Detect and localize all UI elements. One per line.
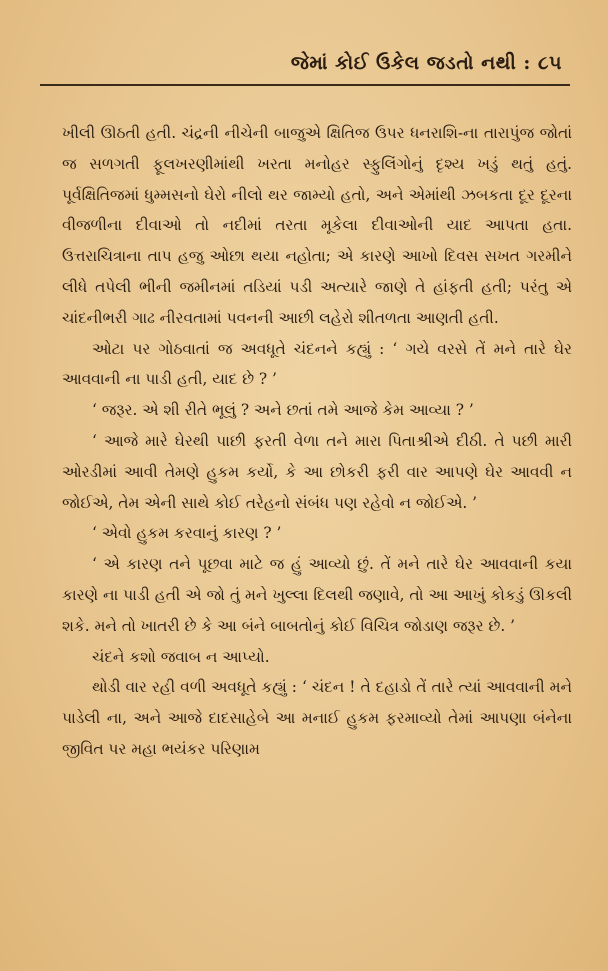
header-rule <box>40 84 570 86</box>
page-body <box>62 118 572 765</box>
paragraph: થોડી વાર રહી વળી અવધૂતે કહ્યું : ‘ ચંદન ! તે દહાડો તેં તારે ત્યાં આવવાની મને પાડેલી ના, અને આજે દાદસાહેબે આ મનાઈ હુકમ ફરમાવ્યો તેમાં આપણા બંનેના જીવિત પર મહા ભયંકર પરિણામ <box>62 678 572 758</box>
paragraph: ‘ એ કારણ તને પૂછવા માટે જ હું આવ્યો છું. તેં મને તારે ઘેર આવવાની કયા કારણે ના પાડી હતી એ જો તું મને ખુલ્લા દિલથી જણાવે, તો આ આખું કોકડું ઊકલી શકે. મને તો ખાતરી છે કે આ બંને બાબતોનું કોઈ વિચિત્ર જોડાણ જરૂર છે. ’ <box>62 555 572 635</box>
paragraph: ‘ આજે મારે ઘેરથી પાછી ફરતી વેળા તને મારા પિતાશ્રીએ દીઠી. તે પછી મારી ઓરડીમાં આવી તેમણે હુકમ કર્યો, કે આ છોકરી ફરી વાર આપણે ઘેર આવવી ન જોઈએ, તેમ એની સાથે કોઈ તરેહનો સંબંધ પણ રહેવો ન જોઈએ. ’ <box>62 431 572 512</box>
paragraph: ‘ જરૂર. એ શી રીતે ભૂલું ? અને છતાં તમે આજે કેમ આવ્યા ? ’ <box>92 401 474 420</box>
paragraph: ખીલી ઊઠતી હતી. ચંદ્રની નીચેની બાજુએ ક્ષિતિજ ઉપર ધનરાશિ-ના તારાપુંજ જોતાં જ સળગતી ફૂલખરણીમાંથી ખરતા મનોહર સ્ફુલિંગોનું દૃશ્ય ખડું થતું હતું. પૂર્વક્ષિતિજમાં ધુમ્મસનો ઘેરો નીલો થર જામ્યો હતો, અને એમાંથી ઝબકતા દૂર દૂરના વીજળીના દીવાઓ તો નદીમાં તરતા મૂકેલા દીવાઓની યાદ આપતા હતા. ઉત્તરાચિત્રાના તાપ હજુ ઓછા થયા નહોતા; એ કારણે આખો દિવસ સખત ગરમીને લીધે તપેલી ભીની જમીનમાં તડિયાં પડી અત્યારે જાણે તે હાંફતી હતી; પરંતુ એ ચાંદનીભરી ગાઢ નીરવતામાં પવનની આછી લહેરો શીતળતા આણતી હતી. <box>62 124 572 327</box>
paragraph: ચંદને કશો જવાબ ન આપ્યો. <box>92 647 270 666</box>
running-header: જેમાં કોઈ ઉકેલ જડતો નથી : ૮૫ <box>290 52 562 74</box>
paragraph: ‘ એવો હુકમ કરવાનું કારણ ? ’ <box>92 524 282 543</box>
paragraph: ઓટા પર ગોઠવાતાં જ અવધૂતે ચંદનને કહ્યું : ‘ ગયે વરસે તેં મને તારે ઘેર આવવાની ના પાડી હતી, યાદ છે ? ’ <box>62 339 572 389</box>
